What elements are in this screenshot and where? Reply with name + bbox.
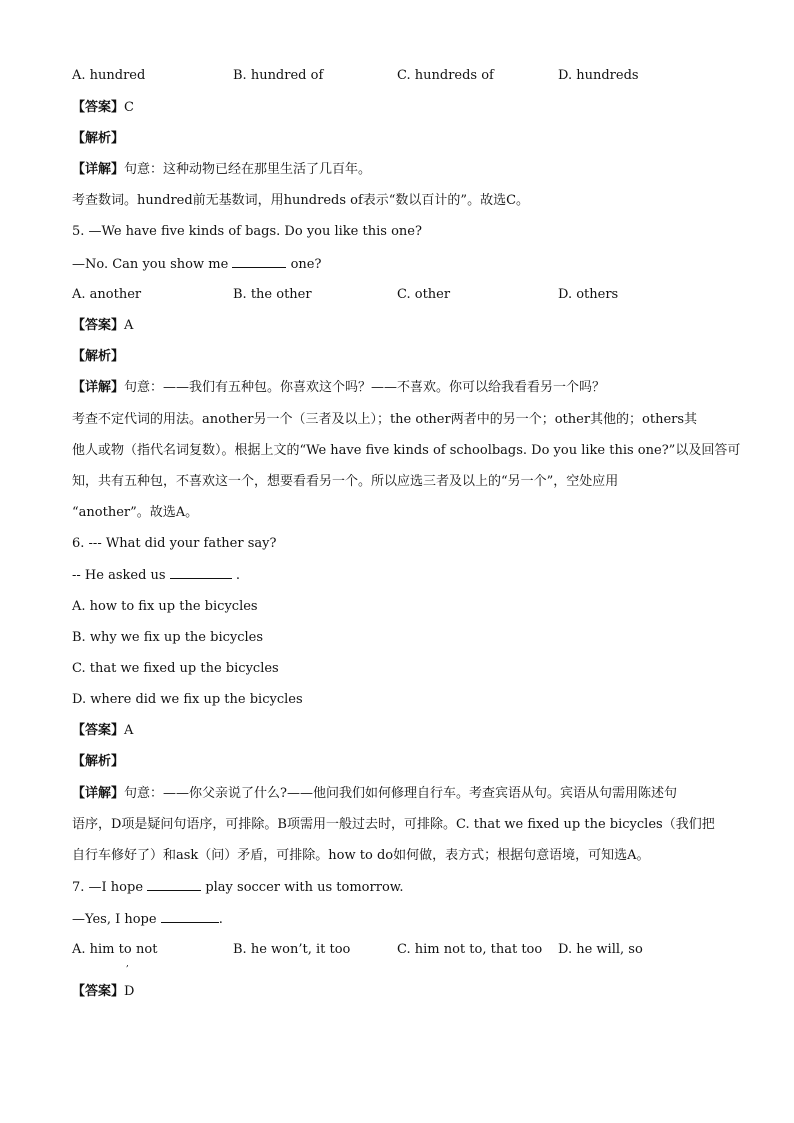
answer-blank <box>147 878 201 891</box>
q5-reply: —No. Can you show me one? <box>72 257 322 272</box>
q7-reply: —Yes, I hope . <box>72 912 223 927</box>
q6-reply: -- He asked us . <box>72 568 240 583</box>
q6-detail: 【详解】句意：——你父亲说了什么?——他问我们如何修理自行车。考查宾语从句。宾语从句需用陈述句 <box>72 786 677 801</box>
q4-detail <box>72 161 371 179</box>
q7-answer: 【答案】D <box>72 984 135 999</box>
comma-mark: , <box>126 959 129 969</box>
q5-option-c: C. other <box>397 287 451 302</box>
q5-explain-line-4: “another”。故选A。 <box>72 505 199 520</box>
answer-label: 【答案】 <box>72 100 125 115</box>
q4-option-a: A. hundred <box>72 68 146 83</box>
q5-question: 5. —We have five kinds of bags. Do you like this one? <box>72 224 422 239</box>
q6-option-d: D. where did we fix up the bicycles <box>72 692 303 707</box>
q6-option-c: C. that we fixed up the bicycles <box>72 661 279 676</box>
detail-label: 【详解】 <box>72 162 125 177</box>
q4-option-c: C. hundreds of <box>397 68 494 83</box>
answer-value: C <box>124 100 134 115</box>
q7-option-c: C. him not to, that too <box>397 942 543 957</box>
q6-explain-line-2: 语序，D项是疑问句语序，可排除。B项需用一般过去时，可排除。C. that we fixed up the bicycles（我们把 <box>72 817 715 832</box>
q5-explain-line-3: 知，共有五种包，不喜欢这一个，想要看看另一个。所以应选三者及以上的“另一个”，空处应用 <box>72 474 619 489</box>
q6-option-a: A. how to fix up the bicycles <box>72 599 258 614</box>
answer-blank <box>232 255 286 268</box>
q5-explain-line-2: 他人或物（指代名词复数）。根据上文的“We have five kinds of schoolbags. Do you like this one?”以及回答可 <box>72 443 741 458</box>
q6-question: 6. --- What did your father say? <box>72 536 277 551</box>
q5-analysis-label: 【解析】 <box>72 349 125 364</box>
q4-analysis-label: 【解析】 <box>72 131 125 146</box>
q6-explain-line-3: 自行车修好了）和ask（问）矛盾，可排除。how to do如何做，表方式；根据句意语境，可知选A。 <box>72 848 650 863</box>
q4-explain: 考查数词。hundred前无基数词，用hundreds of表示“数以百计的”。故选C。 <box>72 193 530 208</box>
q6-answer: 【答案】A <box>72 723 134 738</box>
q6-option-b: B. why we fix up the bicycles <box>72 630 264 645</box>
answer-blank <box>161 910 219 923</box>
detail-text: 句意：这种动物已经在那里生活了几百年。 <box>124 162 372 177</box>
q4-option-d: D. hundreds <box>558 68 639 83</box>
q5-detail: 【详解】句意：——我们有五种包。你喜欢这个吗？——不喜欢。你可以给我看看另一个吗？ <box>72 380 606 395</box>
q5-option-d: D. others <box>558 287 619 302</box>
q7-option-b: B. he won’t, it too <box>233 942 351 957</box>
answer-blank <box>170 566 232 579</box>
q7-option-a: A. him to <box>72 942 132 957</box>
q7-option-d: D. he will, so <box>558 942 643 957</box>
q5-answer: 【答案】A <box>72 318 134 333</box>
q7-option-a-word: not <box>136 942 158 957</box>
q6-analysis-label: 【解析】 <box>72 754 125 769</box>
q4-answer <box>72 99 134 117</box>
q5-option-b: B. the other <box>233 287 312 302</box>
q5-explain-line-1: 考查不定代词的用法。another另一个（三者及以上）；the other两者中的另一个；other其他的；others其 <box>72 412 698 427</box>
q4-option-b: B. hundred of <box>233 68 324 83</box>
q7-question: 7. —I hope play soccer with us tomorrow. <box>72 880 404 895</box>
q5-option-a: A. another <box>72 287 142 302</box>
